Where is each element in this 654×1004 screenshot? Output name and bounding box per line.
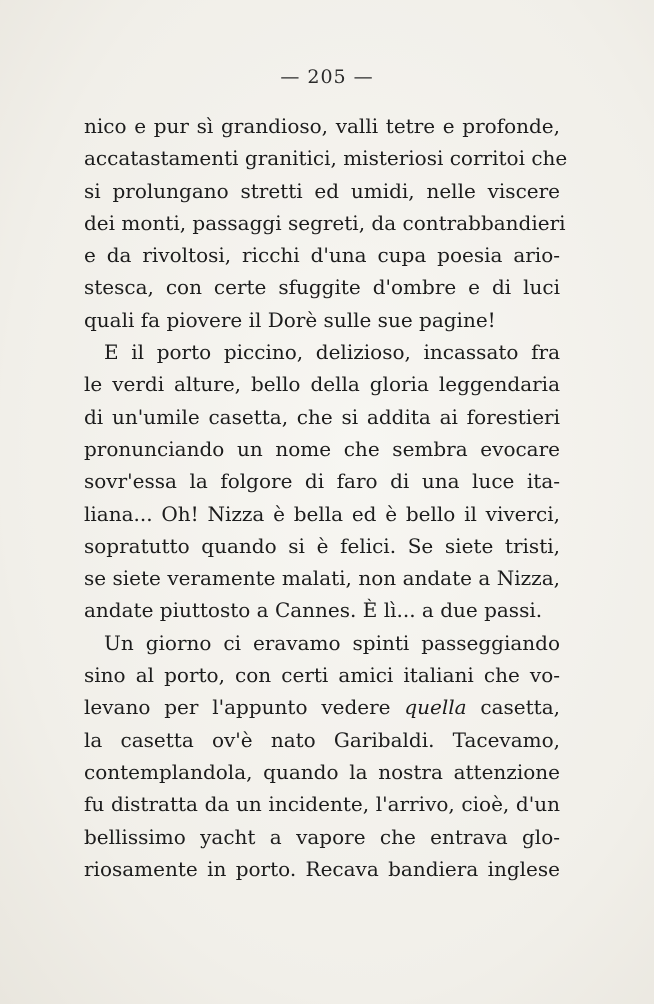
- page-number: — 205 —: [280, 66, 374, 88]
- text-line: la casetta ov'è nato Garibaldi. Tacevamo,: [84, 727, 560, 752]
- text-line: sino al porto, con certi amici italiani che vo-: [84, 663, 560, 688]
- text-segment: casetta,: [466, 695, 560, 720]
- text-line: si prolungano stretti ed umidi, nelle viscere: [84, 178, 560, 203]
- text-line: e da rivoltosi, ricchi d'una cupa poesia ario-: [84, 243, 560, 268]
- text-line: fu distratta da un incidente, l'arrivo, cioè, d'un: [84, 792, 560, 817]
- text-line: se siete veramente malati, non andate a Nizza,: [84, 566, 560, 591]
- text-line: di un'umile casetta, che si addita ai forestieri: [84, 404, 560, 429]
- text-line: stesca, con certe sfuggite d'ombre e di luci: [84, 275, 560, 300]
- text-line: bellissimo yacht a vapore che entrava glo-: [84, 824, 560, 849]
- paragraph-start-line: Un giorno ci eravamo spinti passeggiando: [104, 630, 560, 655]
- text-line: quali fa piovere il Dorè sulle sue pagine!: [84, 307, 496, 332]
- text-line: sovr'essa la folgore di faro di una luce ita-: [84, 469, 560, 494]
- paragraph-start-line: E il porto piccino, delizioso, incassato fra: [104, 340, 560, 365]
- text-line: riosamente in porto. Recava bandiera inglese: [84, 856, 560, 881]
- text-segment: levano per l'appunto vedere: [84, 695, 405, 720]
- text-line: contemplandola, quando la nostra attenzione: [84, 759, 560, 784]
- text-line-with-italic: [84, 691, 560, 723]
- text-line: andate piuttosto a Cannes. È lì... a due passi.: [84, 598, 543, 623]
- text-line: le verdi alture, bello della gloria leggendaria: [84, 372, 560, 397]
- body-text: [84, 110, 568, 885]
- text-line: nico e pur sì grandioso, valli tetre e profonde,: [84, 114, 560, 138]
- text-line: sopratutto quando si è felici. Se siete tristi,: [84, 533, 560, 558]
- text-line: pronunciando un nome che sembra evocare: [84, 436, 560, 461]
- text-line: liana... Oh! Nizza è bella ed è bello il viverci,: [84, 501, 560, 526]
- text-line: dei monti, passaggi segreti, da contrabbandieri: [84, 210, 566, 235]
- italic-word: quella: [404, 695, 467, 720]
- text-line: accatastamenti granitici, misteriosi corritoi che: [84, 146, 568, 171]
